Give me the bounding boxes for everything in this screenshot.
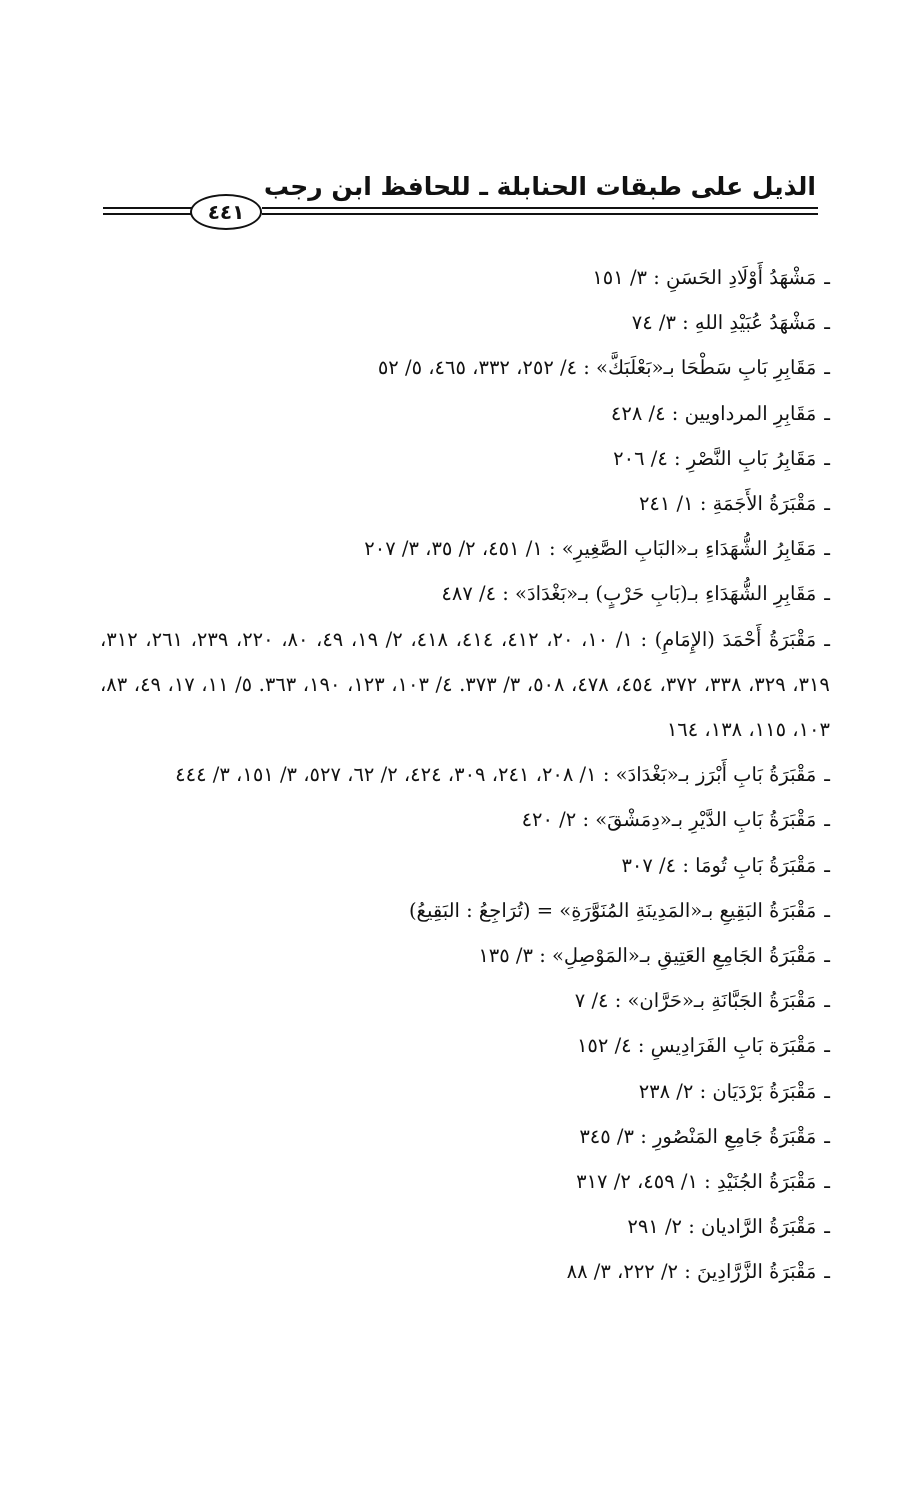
entry-dash: ـ: [824, 1215, 830, 1239]
entry-dash: ـ: [824, 266, 830, 289]
entry-text: مَقَابِرِ بَابِ سَطْحَا بـ«بَعْلَبَكَّ» : ٤/ ٢٥٢، ٣٣٢، ٤٦٥، ٥/ ٥٢: [377, 356, 817, 380]
entry-text: مَقْبَرَة بَابِ الفَرَادِيسِ : ٤/ ١٥٢: [576, 1034, 817, 1058]
entry-dash: ـ: [824, 853, 830, 877]
entry-text: مَقْبَرَةُ بَابِ أَبْرَز بـ«بَغْدَادَ» : ١/ ٢٠٨، ٢٤١، ٣٠٩، ٤٢٤، ٢/ ٦٢، ٥٢٧، ٣/ ١٥١، ٣/ ٤٤٤: [175, 763, 817, 787]
index-entry: [100, 843, 830, 888]
entry-text: مَشْهَدُ عُبَيْدِ اللهِ : ٣/ ٧٤: [631, 311, 817, 335]
index-entry: [100, 617, 830, 753]
index-entry: [100, 1023, 830, 1068]
entry-dash: ـ: [824, 627, 830, 651]
entry-dash: ـ: [824, 898, 830, 922]
entry-dash: ـ: [824, 537, 830, 561]
entry-text: مَقْبَرَةُ أَحْمَدَ (الإِمَامِ) : ١/ ١٠، ٢٠، ٤١٢، ٤١٤، ٤١٨، ٢/ ١٩، ٤٩، ٨٠، ٢٢٠، ٢٣٩، ٢٦١، ٣١٢، ٣١٩، ٣٢٩، ٣٣٨، ٣٧٢، ٤٥٤، ٤٧٨، ٥٠٨، ٣/ ٣٧٣. ٤/ ١٠٣، ١٢٣، ١٩٠، ٣٦٣. ٥/ ١١، ١٧، ٤٩، ٨٣، ١٠٣، ١١٥، ١٣٨، ١٦٤: [100, 627, 830, 742]
entry-dash: ـ: [824, 582, 830, 606]
entry-text: مَشْهَدُ أَوْلَادِ الحَسَنِ : ٣/ ١٥١: [592, 266, 817, 289]
index-entry: [100, 255, 830, 300]
entry-text: مَقْبَرَةُ البَقِيعِ بـ«المَدِينَةِ المُنَوَّرَةِ» = (تُرَاجِعُ : البَقِيعُ): [408, 898, 817, 922]
header-rule-left: [103, 207, 193, 215]
entry-dash: ـ: [824, 446, 830, 470]
index-entry: [100, 571, 830, 616]
index-entry: [100, 391, 830, 436]
index-entry: [100, 1204, 830, 1249]
index-entry: [100, 345, 830, 390]
page-header: [0, 0, 921, 240]
header-rule-right: [262, 207, 818, 215]
page-number-text: ٤٤١: [207, 200, 245, 224]
index-entry: [100, 933, 830, 978]
entry-text: مَقْبَرَةُ الرَّاديان : ٢/ ٢٩١: [627, 1215, 817, 1239]
index-entry: [100, 1069, 830, 1114]
entry-text: مَقْبَرَةُ الجَامِعِ العَتِيقِ بـ«المَوْصِلِ» : ٣/ ١٣٥: [478, 944, 817, 968]
page-number: [190, 194, 262, 230]
entry-dash: ـ: [824, 1260, 830, 1284]
entry-text: مَقْبَرَةُ بَابِ تُومَا : ٤/ ٣٠٧: [621, 853, 817, 877]
entry-dash: ـ: [824, 1124, 830, 1148]
entry-dash: ـ: [824, 311, 830, 335]
entry-text: مَقْبَرَةُ الجَبَّانَةِ بـ«حَرَّان» : ٤/ ٧: [574, 989, 817, 1013]
index-entry: [100, 978, 830, 1023]
entry-dash: ـ: [824, 356, 830, 380]
entry-dash: ـ: [824, 1079, 830, 1103]
index-entry: [100, 436, 830, 481]
entry-text: مَقَابِرُ بَابِ النَّصْرِ : ٤/ ٢٠٦: [613, 446, 817, 470]
entry-dash: ـ: [824, 492, 830, 516]
entry-dash: ـ: [824, 1170, 830, 1194]
entry-dash: ـ: [824, 989, 830, 1013]
entry-text: مَقْبَرَةُ الجُنَيْدِ : ١/ ٤٥٩، ٢/ ٣١٧: [576, 1170, 817, 1194]
index-entry: [100, 526, 830, 571]
entry-text: مَقْبَرَةُ جَامِعِ المَنْصُورِ : ٣/ ٣٤٥: [579, 1124, 817, 1148]
entry-text: مَقْبَرَةُ بَرْدَيَان : ٢/ ٢٣٨: [638, 1079, 817, 1103]
entry-dash: ـ: [824, 1034, 830, 1058]
entry-dash: ـ: [824, 944, 830, 968]
entry-text: مَقَابِرِ الشُّهَدَاءِ بـ(بَابِ حَرْبٍ) بـ«بَغْدَادَ» : ٤/ ٤٨٧: [441, 582, 817, 606]
entry-text: مَقْبَرَةُ الأَجَمَةِ : ١/ ٢٤١: [638, 492, 817, 516]
entry-dash: ـ: [824, 401, 830, 425]
index-entry: [100, 797, 830, 842]
entry-dash: ـ: [824, 808, 830, 832]
index-entry: [100, 888, 830, 933]
entry-text: مَقْبَرَةُ الزَّرَّادِينَ : ٢/ ٢٢٢، ٣/ ٨٨: [566, 1260, 817, 1284]
index-entry: [100, 481, 830, 526]
entry-dash: ـ: [824, 763, 830, 787]
index-entry: [100, 1249, 830, 1294]
index-entry: [100, 752, 830, 797]
index-entries: [100, 255, 830, 1295]
index-entry: [100, 1114, 830, 1159]
entry-text: مَقَابِرِ المرداويين : ٤/ ٤٢٨: [610, 401, 817, 425]
index-entry: [100, 300, 830, 345]
index-entry: [100, 1159, 830, 1204]
running-title: الذيل على طبقات الحنابلة ـ للحافظ ابن رجب: [263, 172, 816, 201]
entry-text: مَقْبَرَةُ بَابِ الدَّيْرِ بـ«دِمَشْقَ» : ٢/ ٤٢٠: [521, 808, 817, 832]
entry-text: مَقَابِرُ الشُّهَدَاءِ بـ«البَابِ الصَّغِيرِ» : ١/ ٤٥١، ٢/ ٣٥، ٣/ ٢٠٧: [364, 537, 817, 561]
